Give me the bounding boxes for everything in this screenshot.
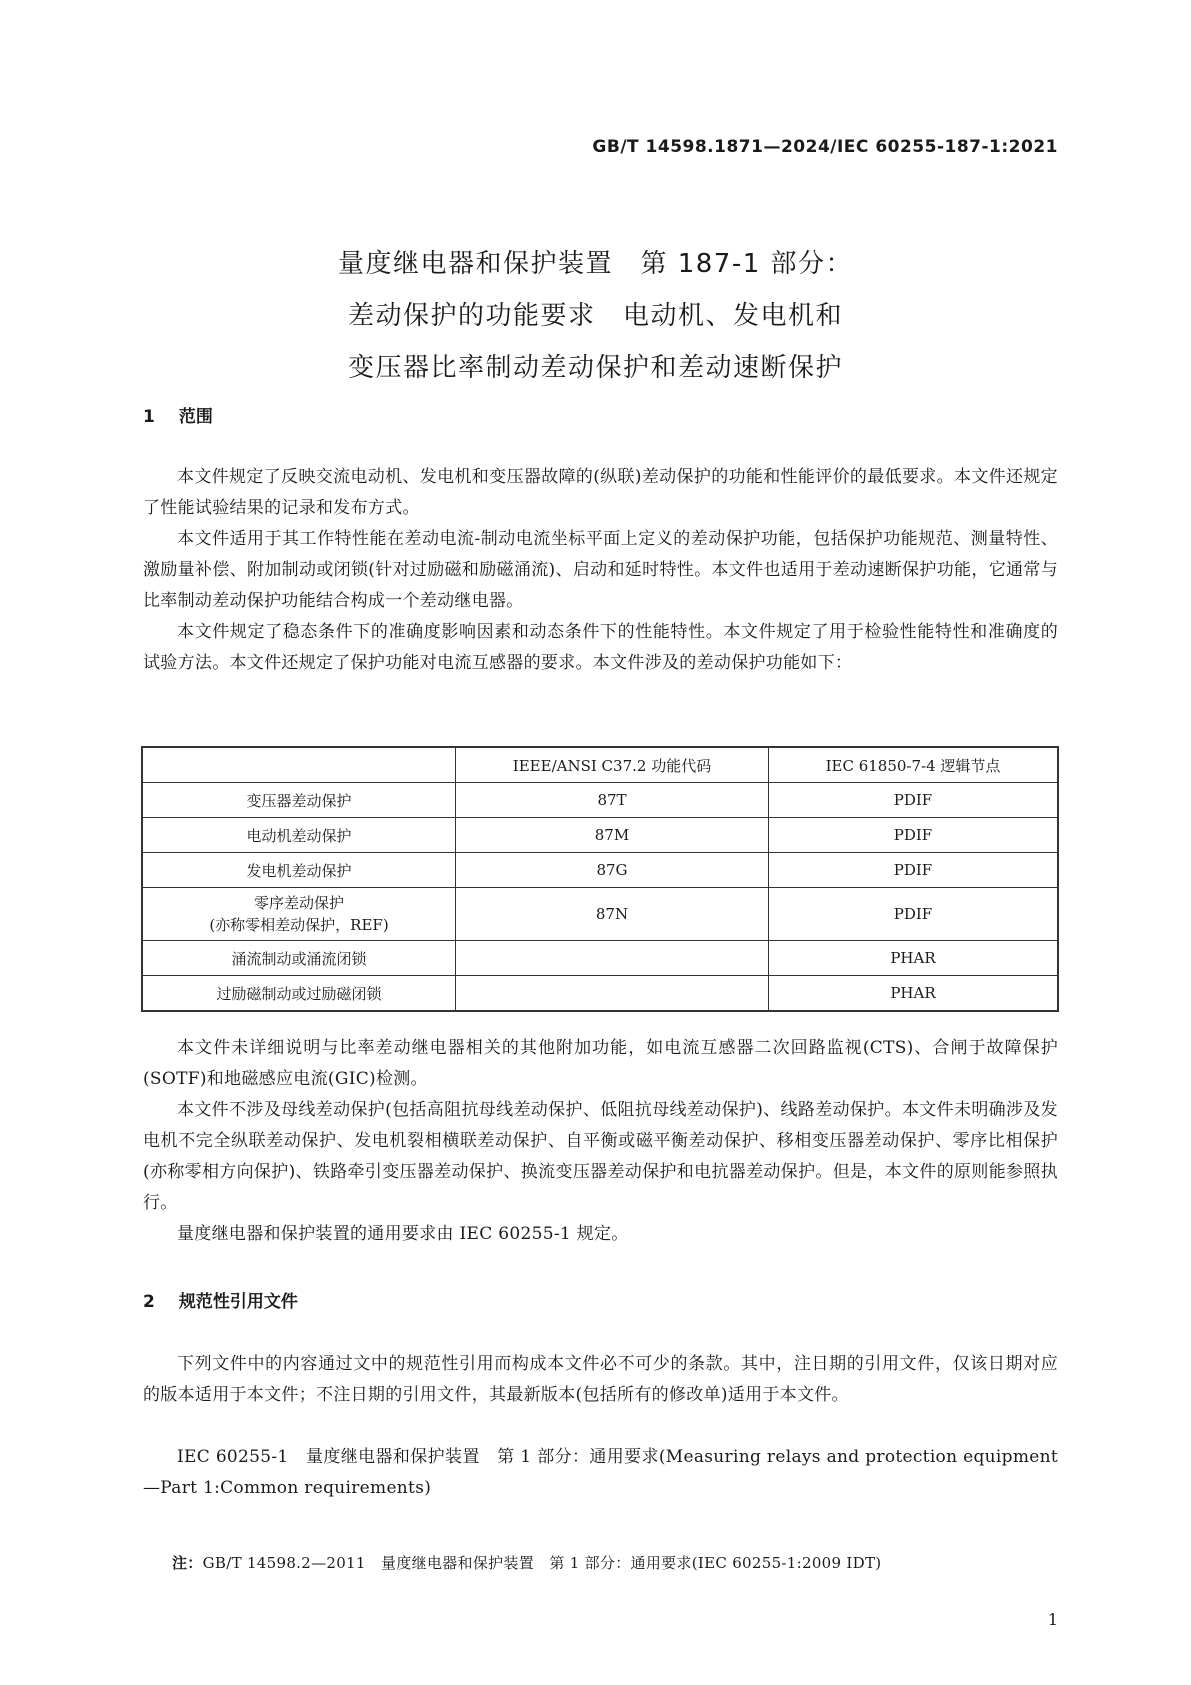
table-row bbox=[142, 853, 1058, 888]
section-2-reference-entry: IEC 60255-1 量度继电器和保护装置 第 1 部分：通用要求(Measuring relays and protection equipment—Part 1:Common requirements) bbox=[143, 1447, 1058, 1498]
table-cell-name: 发电机差动保护 bbox=[142, 853, 456, 888]
table-cell-node: PDIF bbox=[769, 888, 1059, 941]
table-cell-node: PDIF bbox=[769, 853, 1059, 888]
page-number: 1 bbox=[1047, 1610, 1058, 1629]
table-cell-code: 87M bbox=[456, 818, 769, 853]
table-cell-code bbox=[456, 941, 769, 976]
note-label: 注： bbox=[172, 1554, 203, 1572]
table-cell-node: PDIF bbox=[769, 783, 1059, 818]
section-1-paragraph-6: 量度继电器和保护装置的通用要求由 IEC 60255-1 规定。 bbox=[177, 1224, 629, 1244]
table-cell-name: 涌流制动或涌流闭锁 bbox=[142, 941, 456, 976]
table-row bbox=[142, 941, 1058, 976]
table-cell-code bbox=[456, 976, 769, 1012]
table-header-cell: IEC 61850-7-4 逻辑节点 bbox=[769, 747, 1059, 783]
section-1-number: 1 bbox=[143, 407, 155, 427]
standard-number: GB/T 14598.1871—2024/IEC 60255-187-1:2021 bbox=[592, 137, 1058, 157]
section-2-title: 规范性引用文件 bbox=[178, 1292, 298, 1312]
title-line-3: 变压器比率制动差动保护和差动速断保护 bbox=[347, 353, 843, 383]
table-cell-name: 变压器差动保护 bbox=[142, 783, 456, 818]
table-cell-node: PHAR bbox=[769, 976, 1059, 1012]
table-row bbox=[142, 818, 1058, 853]
title-line-1: 量度继电器和保护装置 第 187-1 部分： bbox=[337, 249, 854, 279]
table-row bbox=[142, 888, 1058, 941]
section-1-paragraph-5: 本文件不涉及母线差动保护(包括高阻抗母线差动保护、低阻抗母线差动保护)、线路差动保护。本文件未明确涉及发电机不完全纵联差动保护、发电机裂相横联差动保护、自平衡或磁平衡差动保护、移相变压器差动保护、零序比相保护(亦称零相方向保护)、铁路牵引变压器差动保护、换流变压器差动保护和电抗器差动保护。但是，本文件的原则能参照执行。 bbox=[143, 1100, 1058, 1213]
table-cell-name-line-2: (亦称零相差动保护，REF) bbox=[209, 916, 389, 934]
section-2-number: 2 bbox=[143, 1292, 155, 1312]
section-2-paragraph-1: 下列文件中的内容通过文中的规范性引用而构成本文件必不可少的条款。其中，注日期的引用文件，仅该日期对应的版本适用于本文件；不注日期的引用文件，其最新版本(包括所有的修改单)适用于本文件。 bbox=[143, 1354, 1058, 1405]
table-header-cell bbox=[142, 747, 456, 783]
section-2-heading bbox=[143, 1287, 298, 1312]
section-1-heading bbox=[143, 402, 213, 427]
section-1-paragraph-3: 本文件规定了稳态条件下的准确度影响因素和动态条件下的性能特性。本文件规定了用于检验性能特性和准确度的试验方法。本文件还规定了保护功能对电流互感器的要求。本文件涉及的差动保护功能如下： bbox=[143, 622, 1058, 673]
table-cell-name: 过励磁制动或过励磁闭锁 bbox=[142, 976, 456, 1012]
function-table bbox=[141, 746, 1059, 1012]
note-text: GB/T 14598.2—2011 量度继电器和保护装置 第 1 部分：通用要求(IEC 60255-1:2009 IDT) bbox=[202, 1554, 882, 1572]
table-cell-name-line-1: 零序差动保护 bbox=[253, 894, 344, 912]
table-cell-code: 87T bbox=[456, 783, 769, 818]
table-row bbox=[142, 976, 1058, 1012]
table-cell-name bbox=[142, 888, 456, 941]
table-header-row bbox=[142, 747, 1058, 783]
table-row bbox=[142, 783, 1058, 818]
document-title bbox=[140, 238, 1051, 394]
title-line-2: 差动保护的功能要求 电动机、发电机和 bbox=[347, 301, 843, 331]
table-header-cell: IEEE/ANSI C37.2 功能代码 bbox=[456, 747, 769, 783]
section-1-paragraph-1: 本文件规定了反映交流电动机、发电机和变压器故障的(纵联)差动保护的功能和性能评价的最低要求。本文件还规定了性能试验结果的记录和发布方式。 bbox=[143, 467, 1058, 518]
table-cell-node: PDIF bbox=[769, 818, 1059, 853]
table-cell-code: 87G bbox=[456, 853, 769, 888]
section-1-paragraph-4: 本文件未详细说明与比率差动继电器相关的其他附加功能，如电流互感器二次回路监视(CTS)、合闸于故障保护(SOTF)和地磁感应电流(GIC)检测。 bbox=[143, 1038, 1058, 1089]
note bbox=[172, 1552, 881, 1573]
section-1-title: 范围 bbox=[178, 407, 213, 427]
table-cell-node: PHAR bbox=[769, 941, 1059, 976]
table-cell-code: 87N bbox=[456, 888, 769, 941]
table-cell-name: 电动机差动保护 bbox=[142, 818, 456, 853]
section-1-paragraph-2: 本文件适用于其工作特性能在差动电流-制动电流坐标平面上定义的差动保护功能，包括保护功能规范、测量特性、激励量补偿、附加制动或闭锁(针对过励磁和励磁涌流)、启动和延时特性。本文件也适用于差动速断保护功能，它通常与比率制动差动保护功能结合构成一个差动继电器。 bbox=[143, 529, 1058, 611]
